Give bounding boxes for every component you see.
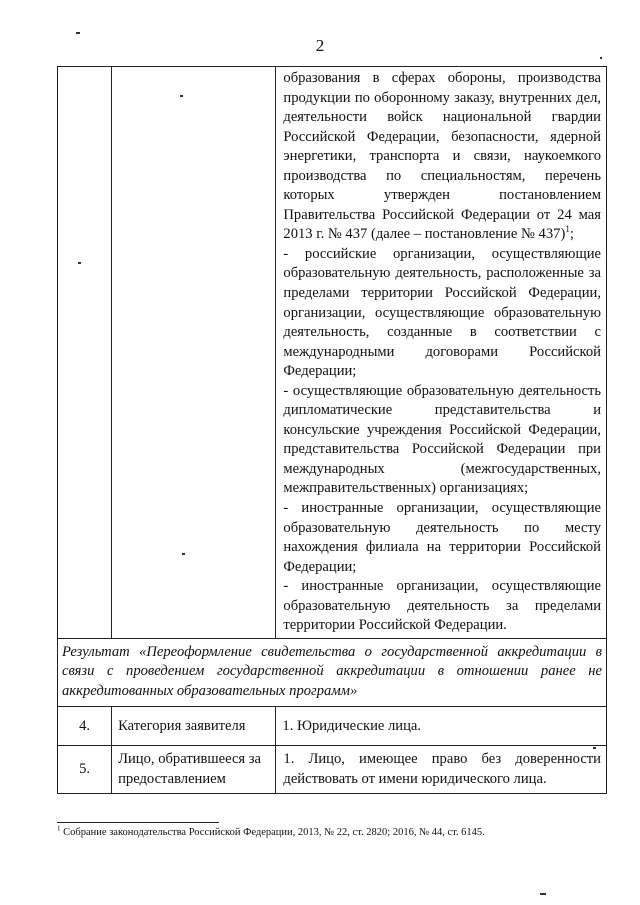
footnote-reference: 1 <box>565 224 570 235</box>
continuation-row <box>58 67 607 639</box>
continuation-cell <box>276 67 607 639</box>
row-value: 1. Юридические лица. <box>276 707 607 746</box>
scan-speck <box>78 262 81 264</box>
label-cell <box>112 67 276 639</box>
row-number: 4. <box>58 707 112 746</box>
scan-speck <box>540 893 546 895</box>
scan-speck <box>180 95 183 97</box>
number-cell <box>58 67 112 639</box>
continuation-paragraph: - российские организации, осуществляющие образовательную деятельность, расположенные за пределами территории Российской Федерации, организации, осуществляющие образовательную деятельность, созданные в соответствии с международными договорами Российской Федерации; <box>283 245 601 380</box>
continuation-paragraph: - иностранные организации, осуществляющие образовательную деятельность по месту нахождения филиала на территории Российской Федерации; <box>283 500 601 575</box>
table-row <box>58 746 607 794</box>
table-row <box>58 707 607 746</box>
row-number: 5. <box>58 746 112 794</box>
continuation-paragraph: образования в сферах обороны, производства продукции по оборонному заказу, внутренних дел, деятельности войск национальной гвардии Российской Федерации, безопасности, ядерной энергетики, транспорта и связи, наукоемкого производства по специальностям, перечень которых утвержден постановлением Правительства Российской Федерации от 24 мая 2013 г. № 437 (далее – постановление № 437)$^1$; <box>283 70 601 243</box>
scan-speck <box>182 553 185 555</box>
scan-speck <box>76 32 80 34</box>
row-value: 1. Лицо, имеющее право без доверенности действовать от имени юридического лица. <box>276 746 607 794</box>
row-label: Лицо, обратившееся за предоставлением <box>112 746 276 794</box>
row-label: Категория заявителя <box>112 707 276 746</box>
result-heading: Результат «Переоформление свидетельства о государственной аккредитации в связи с проведением государственной аккредитации в отношении ранее не аккредитованных образовательных программ» <box>58 638 607 707</box>
footnote-mark: 1 <box>57 824 61 833</box>
document-table <box>57 66 607 794</box>
continuation-paragraph: - иностранные организации, осуществляющие образовательную деятельность за пределами территории Российской Федерации. <box>283 578 601 634</box>
scan-speck <box>600 57 602 59</box>
continuation-paragraph: - осуществляющие образовательную деятельность дипломатические представительства и консульские учреждения Российской Федерации, представительства Российской Федерации при международных (межгосударственных, межправительственных) организациях; <box>283 382 601 497</box>
scan-speck <box>593 747 596 749</box>
footnote-text: Собрание законодательства Российской Федерации, 2013, № 22, ст. 2820; 2016, № 44, ст. 6145. <box>63 827 485 838</box>
footnote <box>57 826 617 839</box>
result-heading-row <box>58 638 607 707</box>
page-number: 2 <box>315 36 325 55</box>
footnote-divider <box>57 822 219 823</box>
